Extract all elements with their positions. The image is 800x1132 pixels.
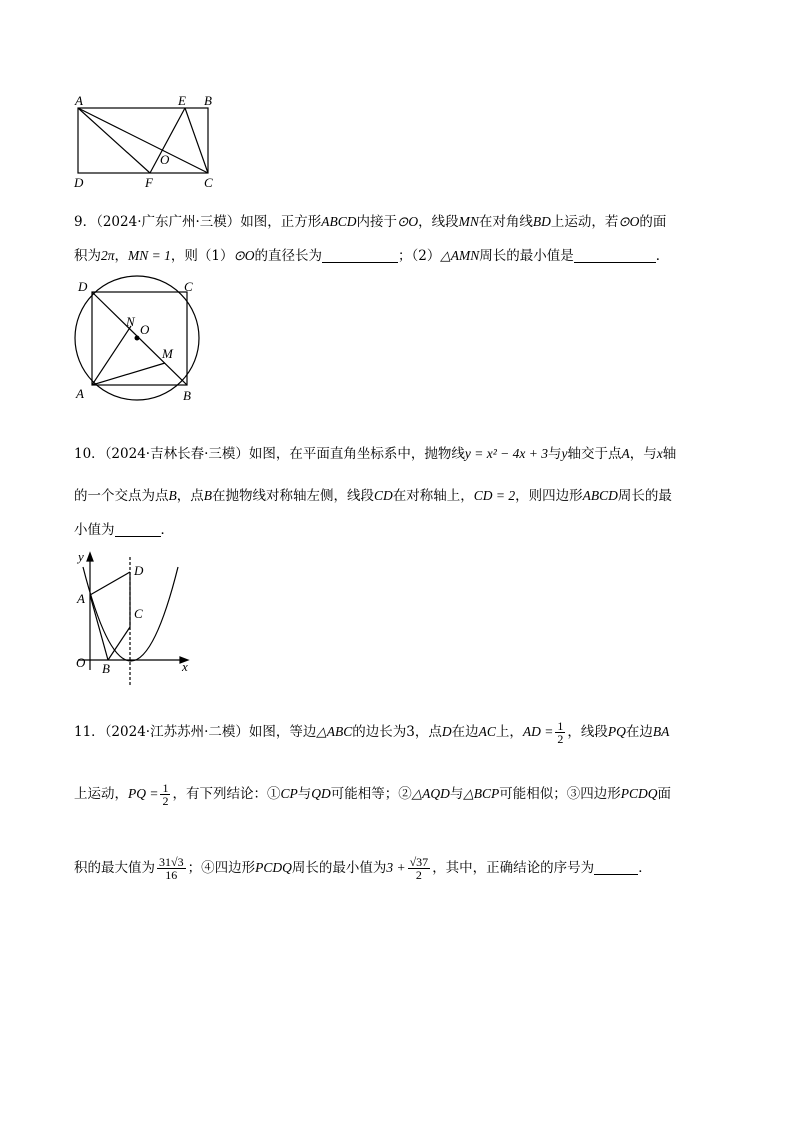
- answer-blank-q11[interactable]: [594, 860, 638, 875]
- fraction-ad: $\frac{1}{2}$: [557, 719, 564, 746]
- label-a: A: [76, 386, 84, 401]
- label-b: B: [102, 661, 110, 676]
- question-11-line-2: 上运动，PQ = $\frac{1}{2}$ ，有下列结论：①CP与QD可能相等；②△AQD与△BCP可能相似；③四边形PCDQ面: [74, 781, 672, 808]
- answer-blank-q10[interactable]: [115, 522, 161, 537]
- segment-ab: [90, 595, 108, 660]
- label-n: N: [126, 314, 135, 329]
- label-c: C: [134, 606, 143, 621]
- fraction-perimeter: $\frac{√37}{2}$: [409, 855, 429, 882]
- label-o: O: [76, 655, 86, 670]
- label-b: B: [204, 93, 212, 108]
- label-e: E: [178, 93, 186, 108]
- label-a: A: [77, 591, 85, 606]
- answer-blank-q9-1[interactable]: [322, 248, 398, 263]
- fraction-area: $\frac{31√3}{16}$: [159, 855, 184, 882]
- segment-ad: [90, 572, 130, 595]
- label-d: D: [134, 563, 144, 578]
- segment-af: [78, 108, 150, 173]
- label-o: O: [140, 322, 150, 337]
- question-11-line-1: 11．（2024·江苏苏州·二模）如图，等边△ABC的边长为3，点D在边AC上，AD = $\frac{1}{2}$ ，线段PQ在边BA: [74, 719, 670, 746]
- label-c: C: [204, 175, 213, 190]
- label-b: B: [183, 388, 191, 403]
- question-9-line-2: 积为2π，MN = 1，则（1）⊙O的直径长为 ；（2）△AMN周长的最小值是 ．: [74, 248, 670, 264]
- label-o: O: [160, 152, 170, 167]
- question-10-line-1: 10．（2024·吉林长春·三模）如图，在平面直角坐标系中，抛物线y = x² − 4x + 3与y轴交于点A，与x轴: [74, 446, 677, 462]
- label-a: A: [75, 93, 83, 108]
- label-d: D: [74, 175, 84, 190]
- question-11-line-3: 积的最大值为 $\frac{31√3}{16}$ ；④四边形PCDQ周长的最小值为3 + $\frac{√37}{2}$ ，其中，正确结论的序号为 ．: [74, 855, 652, 882]
- y-axis-arrow: [87, 553, 93, 561]
- answer-blank-q9-2[interactable]: [574, 248, 656, 263]
- question-9-line-1: 9．（2024·广东广州·三模）如图，正方形ABCD内接于⊙O，线段MN在对角线BD上运动，若⊙O的面: [74, 214, 667, 230]
- question-10-line-3: 小值为 ．: [74, 522, 174, 538]
- segment-an: [92, 326, 131, 385]
- label-c: C: [184, 279, 193, 294]
- figure-rectangle: [70, 90, 220, 190]
- label-m: M: [162, 346, 173, 361]
- segment-am: [92, 363, 165, 385]
- label-y: y: [78, 549, 84, 564]
- center-dot: [135, 336, 140, 341]
- figure-circle-square: [70, 274, 210, 402]
- label-f: F: [145, 175, 153, 190]
- question-10-line-2: 的一个交点为点B，点B在抛物线对称轴左侧，线段CD在对称轴上，CD = 2，则四边形ABCD周长的最: [74, 488, 672, 504]
- label-x: x: [182, 659, 188, 674]
- fraction-pq: $\frac{1}{2}$: [162, 781, 169, 808]
- label-d: D: [78, 279, 88, 294]
- figure-parabola: [70, 545, 200, 687]
